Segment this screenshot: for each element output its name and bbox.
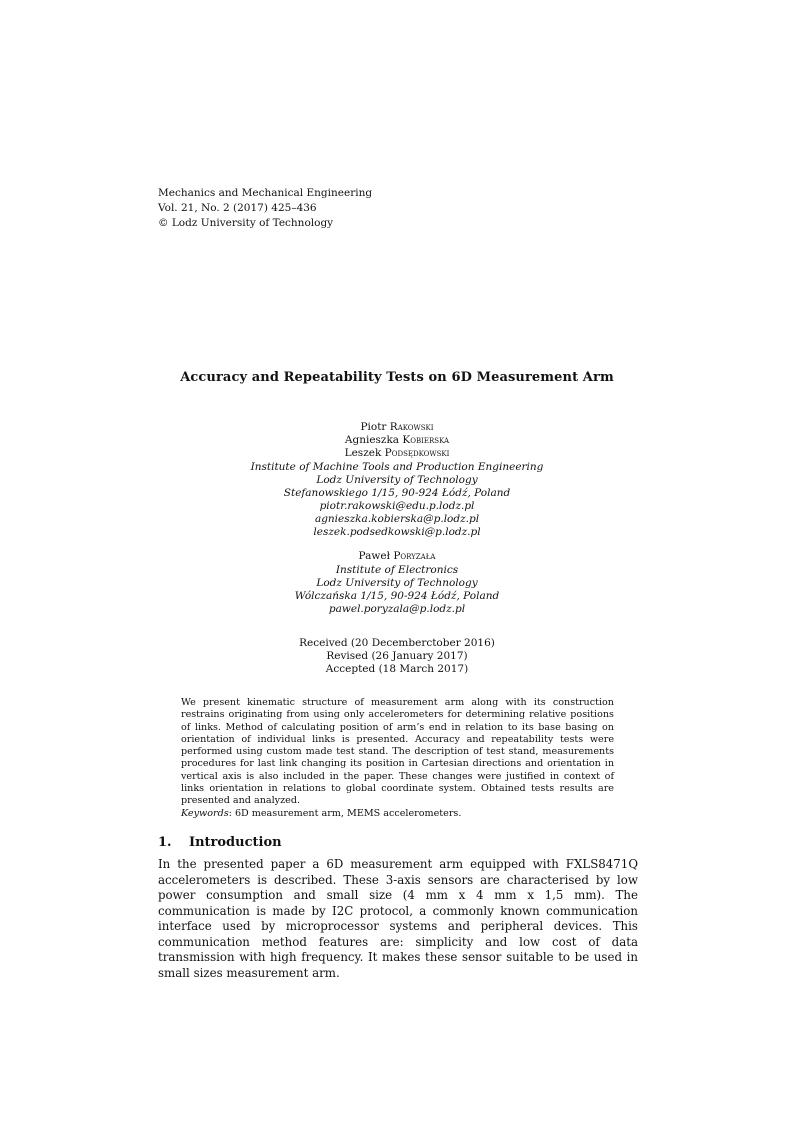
- email-link[interactable]: piotr.rakowski@edu.p.lodz.pl: [319, 500, 475, 512]
- author-last-name: Poryzała: [393, 550, 436, 562]
- author-last-name: Rakowski: [389, 421, 434, 433]
- affiliation: [0, 461, 794, 539]
- author-first-name: Agnieszka: [344, 434, 400, 446]
- university: Lodz University of Technology: [316, 474, 478, 486]
- accepted-date: Accepted (18 March 2017): [325, 663, 469, 675]
- journal-name: Mechanics and Mechanical Engineering: [158, 187, 373, 199]
- author: [0, 421, 794, 434]
- journal-header: [158, 186, 372, 231]
- keywords: [181, 808, 614, 820]
- author: [0, 550, 794, 563]
- journal-volume: Vol. 21, No. 2 (2017) 425–436: [158, 202, 317, 214]
- author-first-name: Paweł: [358, 550, 390, 562]
- received-date: Received (20 Decemberctober 2016): [299, 637, 495, 649]
- author-first-name: Piotr: [360, 421, 387, 433]
- abstract: We present kinematic structure of measurement arm along with its construction restrains originating from using only accelerometers for determining relative positions of links. Method of calculating position of arm’s end in relation to its base basing on orientation of individual links is presented. Accuracy and repeatability tests were performed using custom made test stand. The description of test stand, measurements procedures for last link changing its position in Cartesian directions and orientation in vertical axis is also included in the paper. These changes were justified in context of links orientation in relations to global coordinate system. Obtained tests results are presented and analyzed.: [181, 697, 614, 807]
- history-dates: [0, 637, 794, 676]
- author-last-name: Kobierska: [402, 434, 450, 446]
- section-number: 1.: [158, 835, 172, 850]
- author-list: [0, 421, 794, 460]
- author-last-name: Podsędkowski: [384, 447, 450, 459]
- author: [0, 447, 794, 460]
- section-body: In the presented paper a 6D measurement arm equipped with FXLS8471Q accelerometers is described. These 3-axis sensors are characterised by low power consumption and small size (4 mm x 4 mm x 1,5 mm). The communication is made by I2C protocol, a commonly known communication interface used by microprocessor systems and peripheral devices. This communication method features are: simplicity and low cost of data transmission with high frequency. It makes these sensor suitable to be used in small sizes measurement arm.: [158, 857, 638, 980]
- author-first-name: Leszek: [344, 447, 382, 459]
- institute: Institute of Electronics: [335, 564, 459, 576]
- section-heading: [158, 835, 282, 850]
- revised-date: Revised (26 January 2017): [326, 650, 468, 662]
- email-link[interactable]: pawel.poryzala@p.lodz.pl: [328, 603, 466, 615]
- email-link[interactable]: agnieszka.kobierska@p.lodz.pl: [314, 513, 480, 525]
- journal-copyright: © Lodz University of Technology: [158, 217, 334, 229]
- section-title: Introduction: [189, 835, 282, 850]
- author-list: [0, 550, 794, 563]
- keywords-text: : 6D measurement arm, MEMS accelerometers.: [228, 808, 462, 819]
- paper-title: Accuracy and Repeatability Tests on 6D Measurement Arm: [180, 370, 614, 385]
- keywords-label: Keywords: [181, 808, 229, 819]
- institute: Institute of Machine Tools and Production Engineering: [250, 461, 544, 473]
- address: Stefanowskiego 1/15, 90-924 Łódź, Poland: [283, 487, 511, 499]
- email-link[interactable]: leszek.podsedkowski@p.lodz.pl: [313, 526, 481, 538]
- address: Wólczańska 1/15, 90-924 Łódź, Poland: [294, 590, 500, 602]
- affiliation: [0, 564, 794, 616]
- author: [0, 434, 794, 447]
- university: Lodz University of Technology: [316, 577, 478, 589]
